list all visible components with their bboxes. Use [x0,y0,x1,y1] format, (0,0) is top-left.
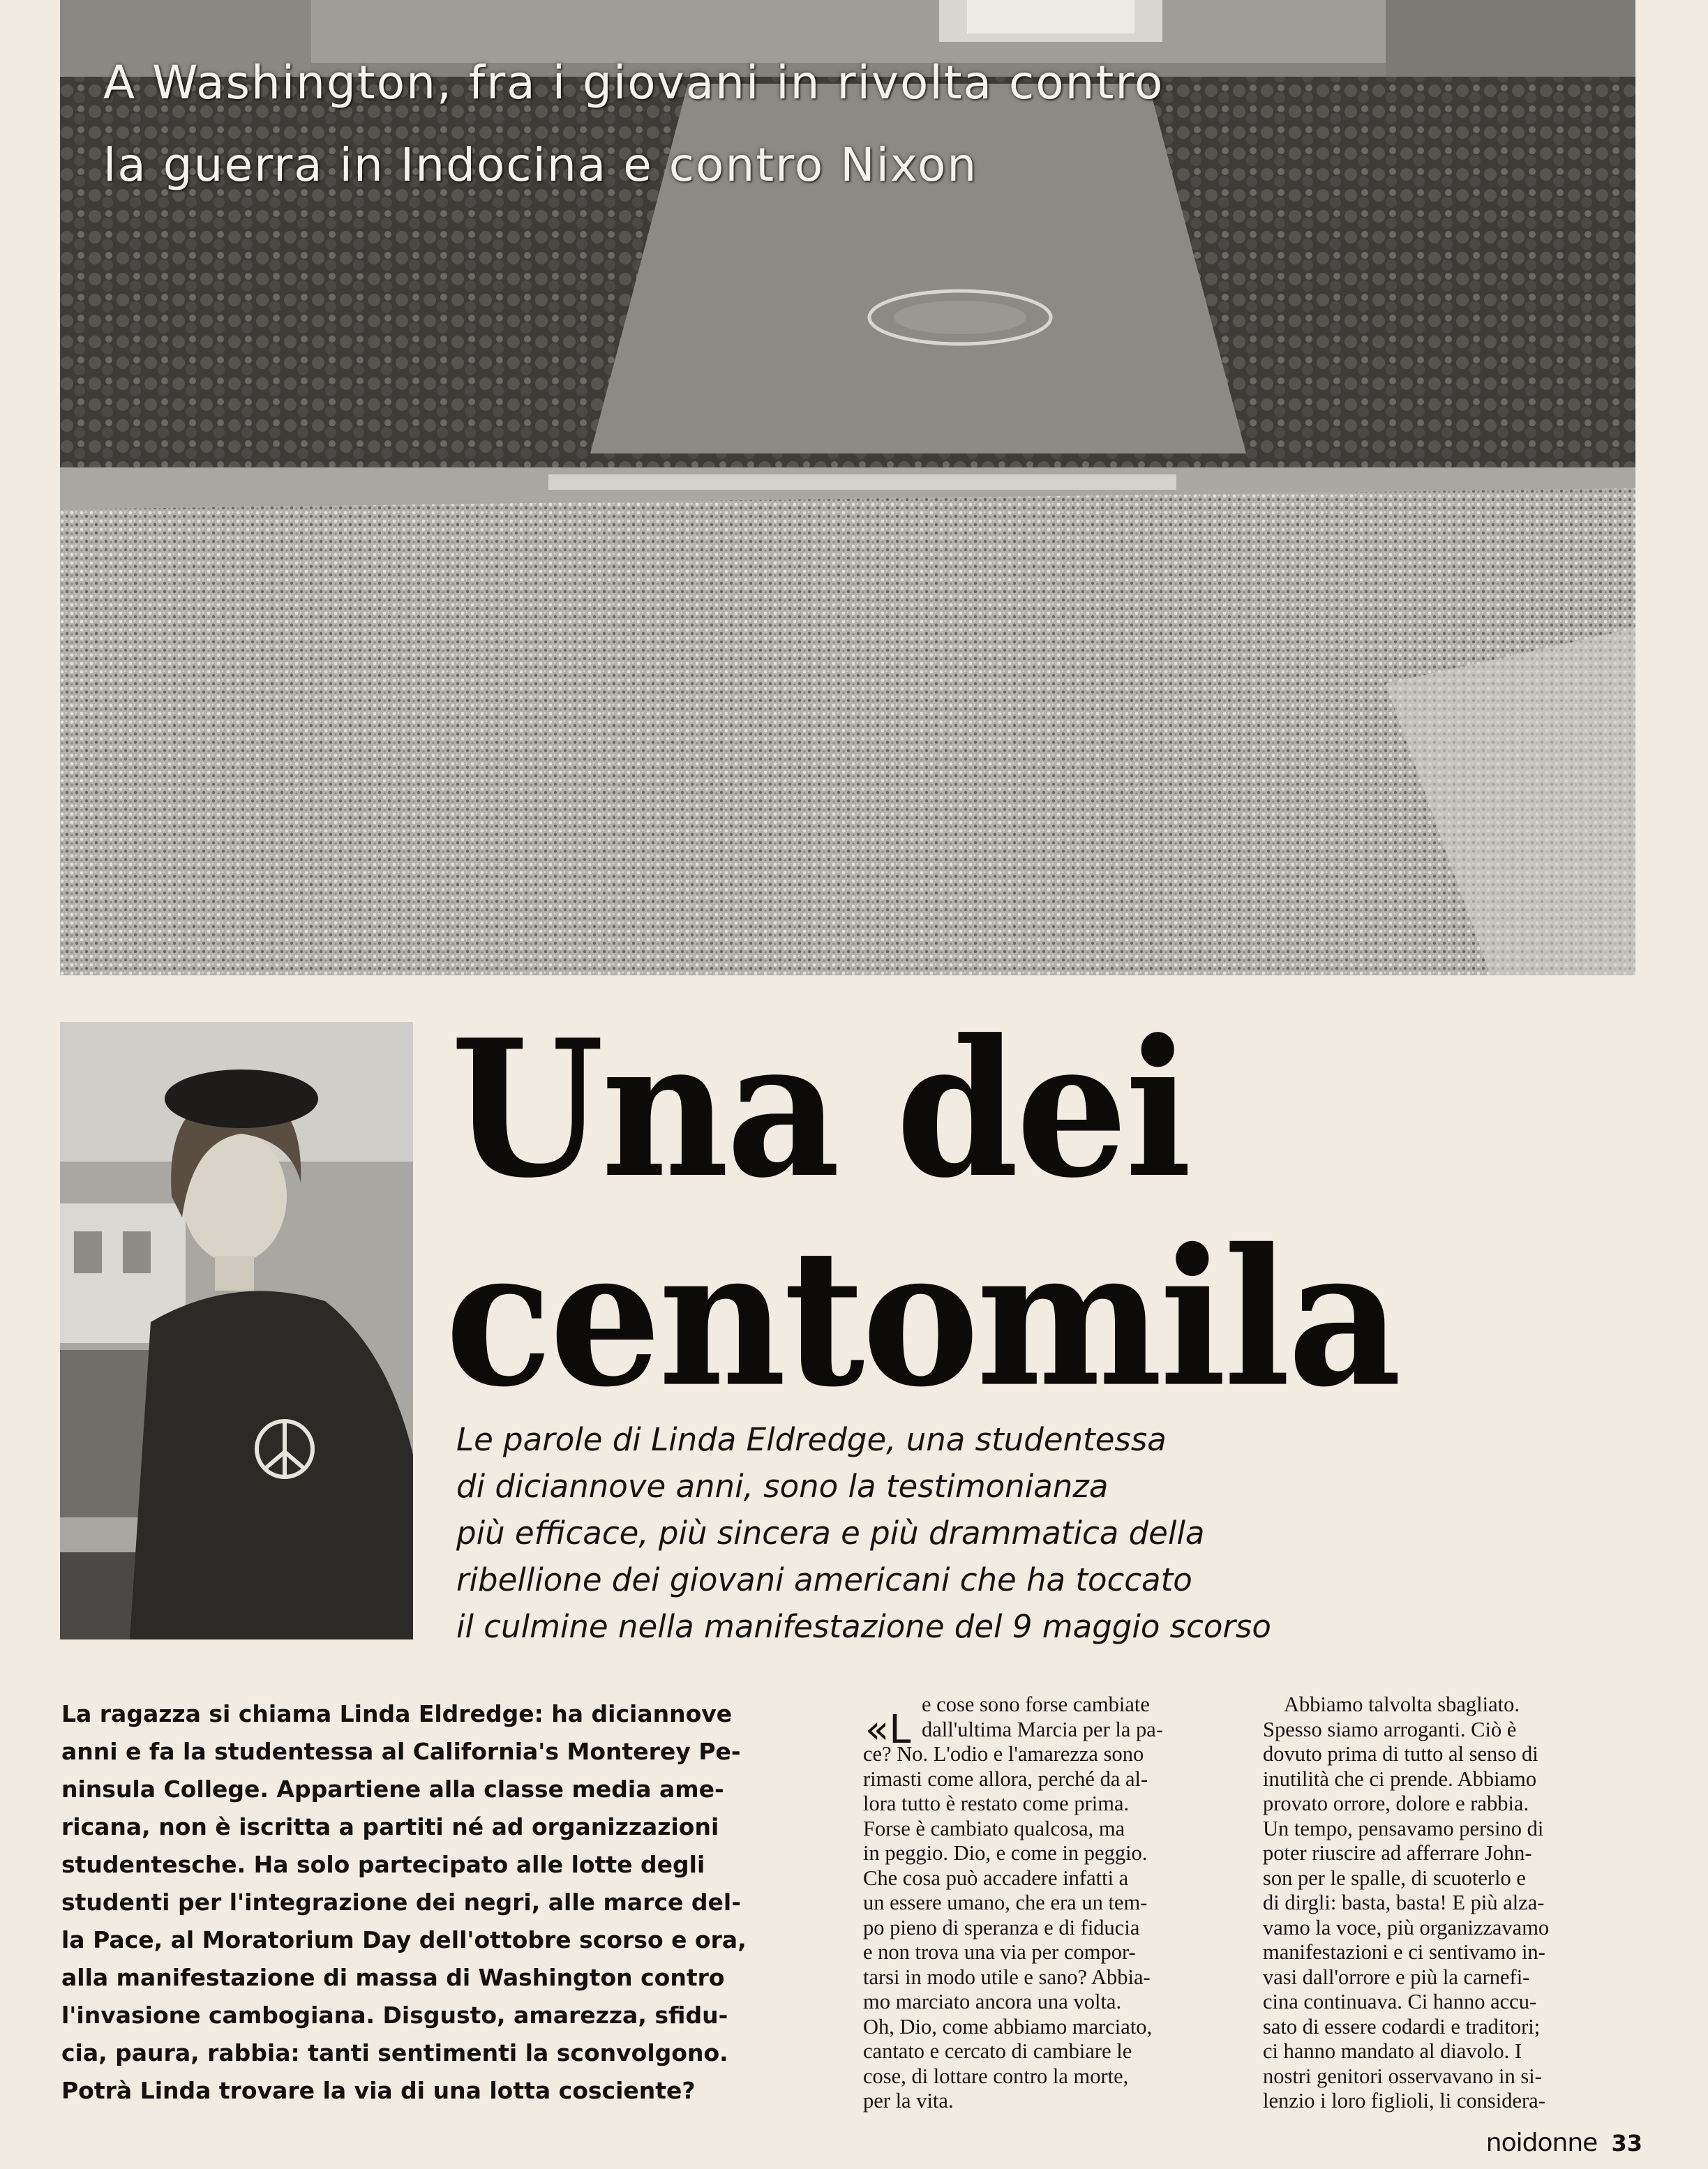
column-line: dall'ultima Marcia per la pa- [922,1717,1163,1741]
column-line: Un tempo, pensavamo persino di [1263,1816,1544,1840]
magazine-name: noidonne [1485,2129,1598,2157]
body-column-2 [863,1693,1240,2114]
deck-line: di diciannove anni, sono la testimonianza [456,1468,1109,1505]
column-line: Oh, Dio, come abbiamo marciato, [863,2014,1153,2039]
column-line: ci hanno mandato al diavolo. I [1263,2039,1522,2063]
intro-line: studenti per l'integrazione dei negri, alle marce del- [61,1889,741,1916]
drop-cap: «L [865,1707,911,1753]
intro-line: La ragazza si chiama Linda Eldredge: ha diciannove [61,1700,733,1727]
intro-line: Potrà Linda trovare la via di una lotta cosciente? [61,2077,696,2104]
column-line: e cose sono forse cambiate [922,1693,1150,1716]
intro-paragraph [61,1695,787,2110]
column-line: lora tutto è restato come prima. [863,1792,1130,1815]
intro-line: alla manifestazione di massa di Washington contro [61,1964,725,1991]
intro-line: studentesche. Ha solo partecipato alle lotte degli [61,1851,705,1878]
column-line: poter riuscire ad afferrare John- [1263,1841,1532,1865]
column-line: Abbiamo talvolta sbagliato. [1284,1693,1520,1716]
intro-line: ninsula College. Appartiene alla classe media ame- [61,1776,724,1803]
hero-photo [60,0,1635,975]
column-line: nostri genitori osservavano in si- [1263,2064,1542,2088]
column-line: e non trova una via per compor- [863,1940,1136,1964]
body-column-3 [1263,1693,1640,2114]
column-line: po pieno di speranza e di fiducia [863,1915,1140,1939]
intro-line: l'invasione cambogiana. Disgusto, amarezza, sfidu- [61,2002,728,2029]
intro-line: la Pace, al Moratorium Day dell'ottobre scorso e ora, [61,1926,747,1953]
column-line: provato orrore, dolore e rabbia. [1263,1792,1529,1815]
column-line: mo marciato ancora una volta. [863,1990,1122,2013]
column-line: un essere umano, che era un tem- [863,1891,1148,1914]
column-line: cose, di lottare contro la morte, [863,2064,1129,2088]
headline-line-2: centomila [445,1208,1399,1429]
column-line: ce? No. L'odio e l'amarezza sono [863,1742,1144,1766]
column-line: cina continuava. Ci hanno accu- [1263,1990,1537,2013]
column-line: manifestazioni e ci sentivamo in- [1263,1940,1545,1964]
column-line: Forse è cambiato qualcosa, ma [863,1816,1125,1840]
column-line: di dirgli: basta, basta! E più alza- [1263,1891,1545,1914]
deck-line: ribellione dei giovani americani che ha toccato [456,1561,1192,1598]
column-line: dovuto prima di tutto al senso di [1263,1742,1538,1766]
deck-subtitle [456,1416,1642,1650]
deck-line: il culmine nella manifestazione del 9 maggio scorso [456,1608,1271,1645]
column-line: in peggio. Dio, e come in peggio. [863,1841,1148,1865]
deck-line: Le parole di Linda Eldredge, una studentessa [456,1421,1167,1458]
portrait-photo [60,1022,413,1639]
intro-line: anni e fa la studentessa al California's Monterey Pe- [61,1738,741,1765]
column-line: sato di essere codardi e traditori; [1263,2014,1541,2039]
intro-line: ricana, non è iscritta a partiti né ad organizzazioni [61,1813,719,1840]
deck-line: più efficace, più sincera e più drammatica della [456,1515,1205,1552]
column-line: vamo la voce, più organizzavamo [1263,1915,1550,1939]
portrait-illustration [60,1022,413,1639]
headline [445,998,1645,1429]
page-number: 33 [1611,2130,1642,2156]
hero-caption-line: la guerra in Indocina e contro Nixon [103,138,978,192]
column-line: Che cosa può accadere infatti a [863,1866,1129,1890]
hero-caption [103,42,1164,207]
column-line: cantato e cercato di cambiare le [863,2039,1132,2063]
column-line: per la vita. [863,2089,954,2112]
headline-line-1: Una dei [451,998,1190,1220]
intro-line: cia, paura, rabbia: tanti sentimenti la sconvolgono. [61,2039,728,2066]
column-line: lenzio i loro figlioli, li considera- [1263,2089,1545,2112]
column-line: tarsi in modo utile e sano? Abbia- [863,1965,1151,1989]
page-footer [1486,2129,1642,2157]
column-line: Spesso siamo arroganti. Ciò è [1263,1717,1517,1741]
column-line: son per le spalle, di scuoterlo e [1263,1866,1526,1890]
column-line: inutilità che ci prende. Abbiamo [1263,1766,1537,1791]
column-line: vasi dall'orrore e più la carnefi- [1263,1965,1530,1989]
hero-caption-line: A Washington, fra i giovani in rivolta contro [103,56,1164,110]
column-line: rimasti come allora, perché da al- [863,1766,1148,1791]
